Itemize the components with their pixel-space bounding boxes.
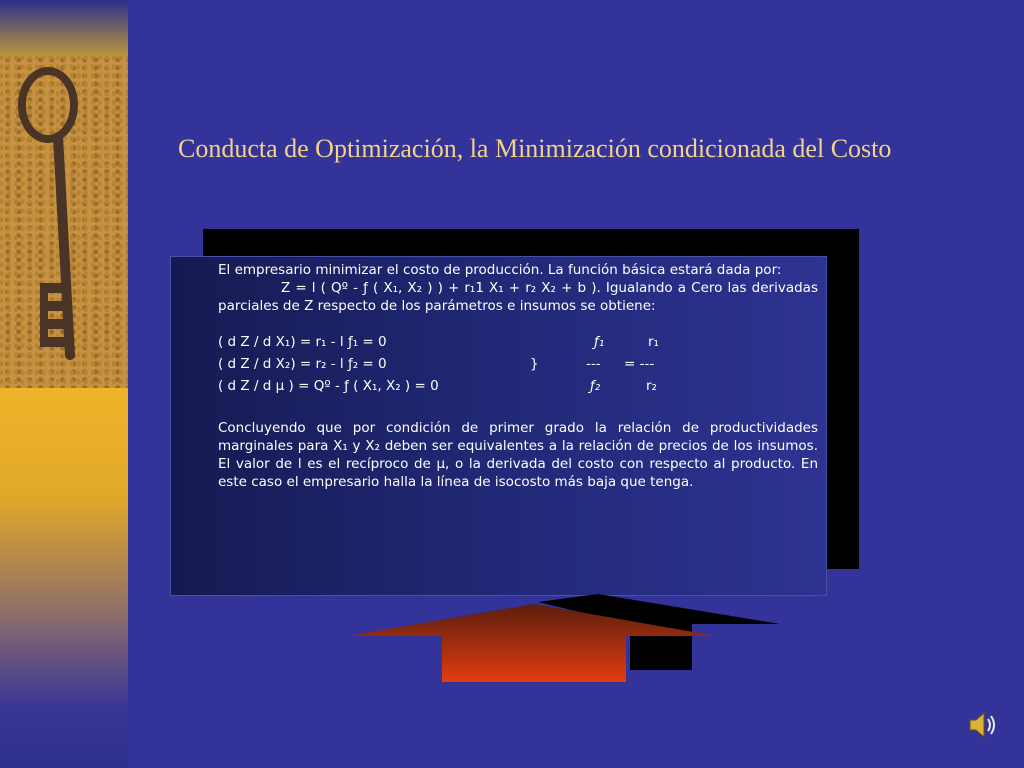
equation-right-1: --- (586, 356, 601, 372)
equation-left: ( d Z / d X₁) = r₁ - l ƒ₁ = 0 (218, 334, 387, 350)
equation-right-2: r₁ (648, 334, 659, 350)
slide-content (218, 261, 818, 491)
equation-right-1: ƒ₁ (594, 334, 605, 350)
equation-right-2: r₂ (646, 378, 657, 394)
key-icon (0, 55, 128, 388)
up-arrow-shape (348, 594, 788, 686)
equation-right-2: = --- (624, 356, 655, 372)
key-image (0, 55, 128, 388)
speaker-icon[interactable] (966, 708, 1000, 742)
equation-right-1: ƒ₂ (590, 378, 601, 394)
conclusion-paragraph: Concluyendo que por condición de primer grado la relación de productividades marginales para X₁ y X₂ deben ser equivalentes a la relación de precios de los insumos. El valor de l es el recíproco de μ, o la derivada del costo con respecto al producto. En este caso el empresario halla la línea de isocosto más baja que tenga. (218, 420, 818, 490)
intro-paragraph: El empresario minimizar el costo de producción. La función básica estará dada por: (218, 262, 782, 278)
equation-row (218, 355, 818, 377)
equation-paragraph: Z = l ( Qº - ƒ ( X₁, X₂ ) ) + r₁1 X₁ + r₂ X₂ + b ). Igualando a Cero las derivadas parciales de Z respecto de los parámetros e insumos se obtiene: (218, 280, 818, 314)
equation-row (218, 377, 818, 399)
equation-middle: } (530, 356, 539, 372)
equation-left: ( d Z / d X₂) = r₂ - l ƒ₂ = 0 (218, 356, 387, 372)
slide-title: Conducta de Optimización, la Minimización condicionada del Costo (178, 134, 892, 163)
equation-row (218, 333, 818, 355)
equation-left: ( d Z / d μ ) = Qº - ƒ ( X₁, X₂ ) = 0 (218, 378, 439, 394)
